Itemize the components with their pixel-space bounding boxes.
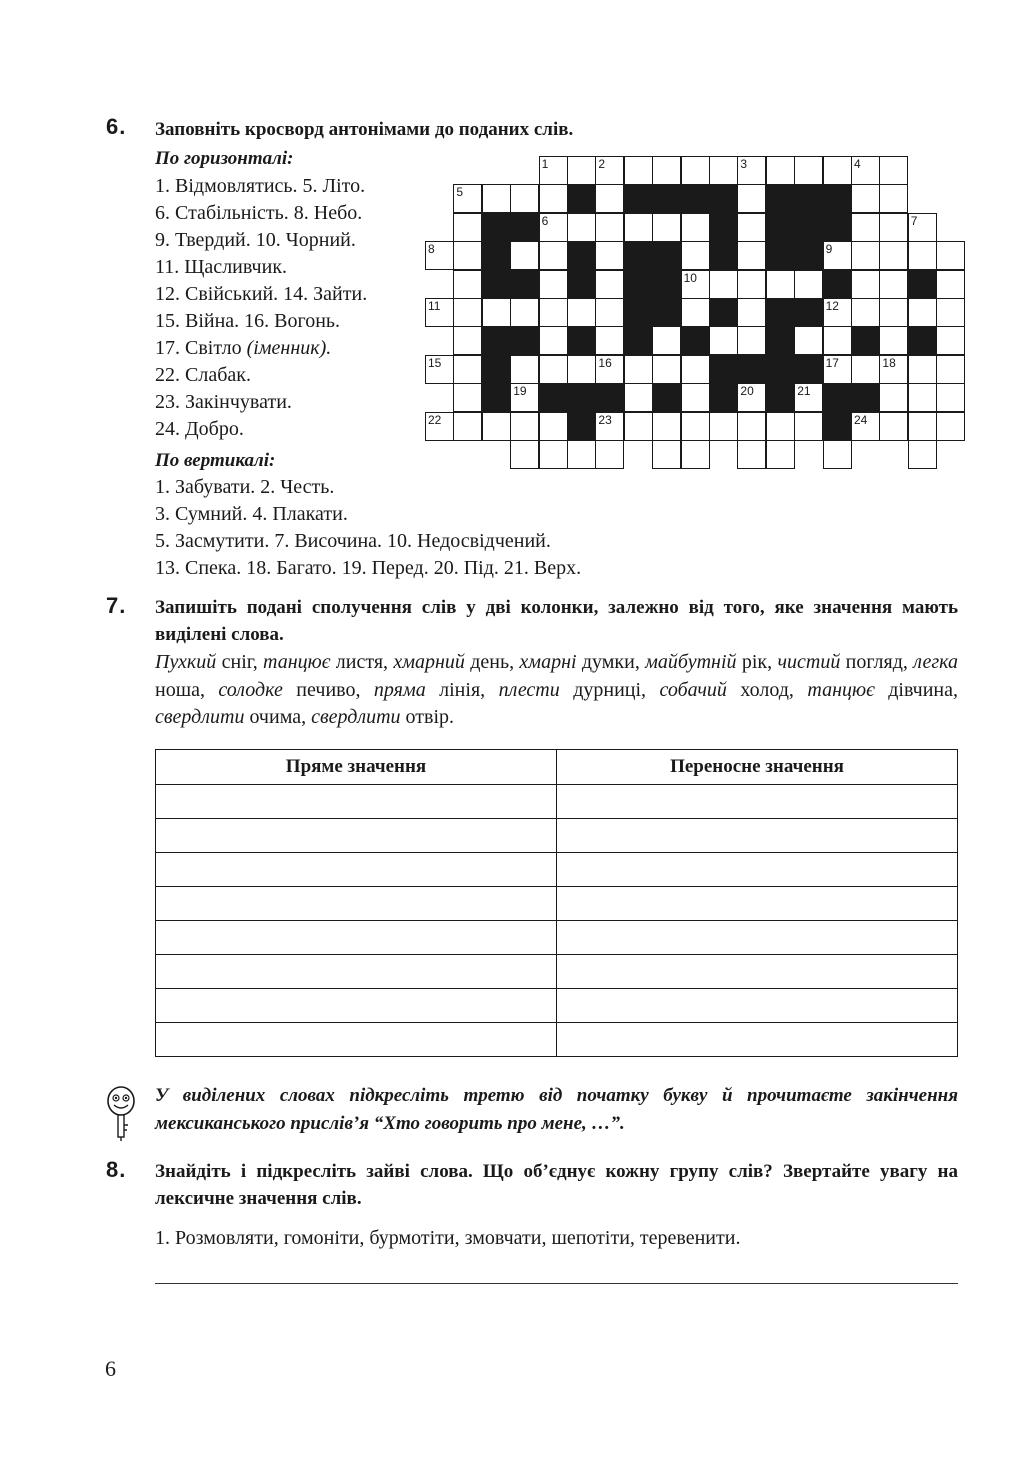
crossword-cell[interactable] [453, 241, 482, 270]
crossword-clue-number: 18 [882, 355, 896, 370]
page-number: 6 [105, 1356, 116, 1381]
crossword-block [823, 383, 852, 412]
v-clue: 13. Спека. 18. Багато. 19. Перед. 20. Під. 21. Верх. [155, 557, 582, 579]
crossword-clue-number: 6 [541, 213, 549, 228]
crossword-block [624, 298, 653, 327]
crossword-cell[interactable] [794, 326, 823, 355]
highlighted-word: Пухкий [155, 651, 217, 673]
crossword-cell[interactable] [539, 270, 568, 299]
crossword-cell[interactable] [567, 355, 596, 384]
crossword-cell[interactable] [794, 270, 823, 299]
crossword-block [567, 412, 596, 441]
crossword-cell[interactable] [851, 355, 880, 384]
direct-meaning-cell[interactable] [156, 785, 557, 819]
crossword-cell[interactable] [737, 412, 766, 441]
crossword-cell[interactable] [453, 298, 482, 327]
highlighted-word: легка [913, 651, 958, 673]
crossword-clue-number: 3 [740, 157, 748, 171]
crossword-cell[interactable] [737, 270, 766, 299]
table-row [156, 887, 958, 921]
crossword-cell[interactable] [482, 298, 511, 327]
crossword-cell[interactable] [737, 184, 766, 213]
crossword-clue-number: 16 [598, 355, 612, 370]
phrase-rest: рік, [736, 651, 778, 673]
task-8-item-1: 1. Розмовляти, гомоніти, бурмотіти, змовчати, шепотіти, теревенити. [155, 1227, 741, 1249]
crossword-cell[interactable] [823, 298, 852, 327]
crossword-cell[interactable] [908, 241, 937, 270]
crossword-block [652, 241, 681, 270]
crossword-cell[interactable] [539, 241, 568, 270]
task-6-number: 6. [106, 114, 127, 139]
highlighted-word: танцює [807, 678, 875, 701]
crossword-clue-number: 9 [825, 242, 833, 257]
crossword-cell[interactable] [879, 184, 908, 213]
crossword-cell[interactable] [936, 241, 965, 270]
crossword-cell[interactable] [737, 383, 766, 412]
crossword-clue-number: 12 [825, 299, 839, 313]
crossword-clue-number: 20 [740, 384, 754, 399]
key-character-icon [104, 1085, 138, 1143]
crossword-block [823, 213, 852, 242]
crossword-cell[interactable] [425, 355, 454, 384]
crossword-cell[interactable] [425, 298, 454, 327]
phrase-rest: погляд, [840, 651, 914, 673]
crossword-block [794, 298, 823, 327]
crossword-clue-number: 4 [854, 157, 861, 171]
crossword-block [709, 184, 738, 213]
crossword-cell[interactable] [908, 383, 937, 412]
phrase-rest: ноша, [155, 651, 963, 701]
crossword-cell[interactable] [737, 298, 766, 327]
crossword-cell[interactable] [908, 213, 937, 242]
crossword-cell[interactable] [681, 241, 710, 270]
crossword-block [766, 213, 795, 242]
crossword-cell[interactable] [425, 241, 454, 270]
crossword-cell[interactable] [681, 270, 710, 299]
phrase-rest: день, [464, 651, 520, 673]
phrase-rest: отвір. [400, 706, 455, 728]
crossword-clue-number: 15 [428, 355, 442, 370]
figurative-meaning-cell[interactable] [557, 1023, 958, 1057]
h-clue: 11. Щасливчик. [155, 256, 288, 278]
crossword-cell[interactable] [709, 326, 738, 355]
crossword-cell[interactable] [681, 298, 710, 327]
table-row [156, 989, 958, 1023]
crossword-cell[interactable] [823, 355, 852, 384]
h-clue: 9. Твердий. 10. Чорний. [155, 229, 356, 251]
crossword-cell[interactable] [709, 156, 738, 185]
crossword-cell[interactable] [624, 213, 653, 242]
crossword-cell[interactable] [936, 326, 965, 355]
crossword-clue-number: 8 [428, 242, 435, 257]
crossword-cell[interactable] [595, 270, 624, 299]
crossword-cell[interactable] [595, 326, 624, 355]
direct-meaning-cell[interactable] [156, 921, 557, 955]
crossword-cell[interactable] [823, 440, 852, 469]
crossword-cell[interactable] [453, 213, 482, 242]
crossword-clue-number: 14 [683, 327, 697, 342]
crossword-block [624, 241, 653, 270]
crossword-cell[interactable] [737, 440, 766, 469]
phrase-rest: очима, [244, 706, 312, 728]
crossword-block [624, 184, 653, 213]
crossword-cell[interactable] [539, 156, 568, 185]
highlighted-word: свердлити [155, 706, 245, 728]
crossword-clue-number: 17 [825, 355, 839, 370]
crossword-cell[interactable] [595, 412, 624, 441]
crossword-block [567, 270, 596, 299]
crossword-cell[interactable] [879, 156, 908, 185]
crossword-block [766, 326, 795, 355]
crossword-cell[interactable] [823, 326, 852, 355]
crossword-cell[interactable] [652, 440, 681, 469]
figurative-meaning-cell[interactable] [557, 785, 958, 819]
h-clue-17-note: (іменник). [246, 337, 332, 359]
column-header-direct: Пряме значення [156, 750, 557, 785]
crossword-cell[interactable] [681, 412, 710, 441]
crossword-cell[interactable] [794, 412, 823, 441]
crossword-cell[interactable] [851, 412, 880, 441]
crossword-block [794, 241, 823, 270]
crossword-block [766, 241, 795, 270]
crossword-clue-number: 24 [854, 412, 868, 427]
crossword-block [709, 355, 738, 384]
highlighted-word: чистий [777, 651, 841, 673]
phrase-rest: холод, [726, 678, 808, 701]
crossword-block [624, 270, 653, 299]
crossword-cell[interactable] [539, 298, 568, 327]
crossword-cell[interactable] [766, 270, 795, 299]
figurative-meaning-cell[interactable] [557, 887, 958, 921]
crossword-cell[interactable] [908, 412, 937, 441]
direct-meaning-cell[interactable] [156, 853, 557, 887]
crossword-block [766, 298, 795, 327]
table-row [156, 921, 958, 955]
crossword-cell[interactable] [595, 241, 624, 270]
direct-meaning-cell[interactable] [156, 1023, 557, 1057]
crossword-cell[interactable] [879, 383, 908, 412]
crossword-cell[interactable] [425, 412, 454, 441]
crossword-cell[interactable] [595, 184, 624, 213]
crossword-cell[interactable] [851, 270, 880, 299]
crossword-cell[interactable] [936, 270, 965, 299]
crossword-block [823, 184, 852, 213]
crossword-cell[interactable] [510, 184, 539, 213]
crossword-cell[interactable] [624, 156, 653, 185]
phrase-rest: лінія, [425, 678, 499, 701]
task-6-instruction: Заповніть кросворд антонімами до поданих слів. [155, 119, 574, 140]
crossword-block [510, 326, 539, 355]
crossword-cell[interactable] [510, 440, 539, 469]
crossword-cell[interactable] [681, 383, 710, 412]
crossword-block [539, 383, 568, 412]
figurative-meaning-cell[interactable] [557, 819, 958, 853]
crossword-cell[interactable] [453, 412, 482, 441]
crossword-cell[interactable] [595, 156, 624, 185]
crossword-block [567, 326, 596, 355]
crossword-block [510, 213, 539, 242]
highlighted-word: плести [498, 678, 560, 701]
crossword-cell[interactable] [737, 326, 766, 355]
crossword-cell[interactable] [936, 412, 965, 441]
crossword-cell[interactable] [652, 326, 681, 355]
crossword-cell[interactable] [851, 156, 880, 185]
crossword-cell[interactable] [879, 241, 908, 270]
highlighted-word: пряма [373, 678, 426, 701]
h-clue: 24. Добро. [155, 418, 244, 440]
crossword-cell[interactable] [539, 213, 568, 242]
crossword-cell[interactable] [851, 298, 880, 327]
table-row [156, 819, 958, 853]
crossword-block [482, 213, 511, 242]
crossword-cell[interactable] [681, 213, 710, 242]
crossword-cell[interactable] [652, 412, 681, 441]
crossword-block [482, 326, 511, 355]
crossword-cell[interactable] [510, 298, 539, 327]
highlighted-word: хмарний [393, 651, 465, 673]
highlighted-word: танцює [263, 651, 331, 673]
crossword-cell[interactable] [453, 383, 482, 412]
crossword-cell[interactable] [737, 156, 766, 185]
crossword-cell[interactable] [453, 326, 482, 355]
crossword-cell[interactable] [737, 241, 766, 270]
crossword-block [823, 270, 852, 299]
task-7-instruction: Запишіть подані сполучення слів у дві колонки, залежно від того, яке значення мають виділені слова. [155, 597, 958, 645]
phrase-rest: думки, [576, 651, 646, 673]
highlighted-word: свердлити [311, 706, 401, 728]
crossword-cell[interactable] [595, 213, 624, 242]
crossword-cell[interactable] [539, 326, 568, 355]
table-row [156, 955, 958, 989]
answer-table [155, 749, 958, 1057]
crossword-cell[interactable] [595, 298, 624, 327]
figurative-meaning-cell[interactable] [557, 853, 958, 887]
crossword-cell[interactable] [766, 440, 795, 469]
crossword-block [482, 355, 511, 384]
crossword-cell[interactable] [652, 355, 681, 384]
crossword-block [851, 383, 880, 412]
direct-meaning-cell[interactable] [156, 955, 557, 989]
crossword-cell[interactable] [453, 270, 482, 299]
crossword-cell[interactable] [567, 440, 596, 469]
crossword-cell[interactable] [879, 326, 908, 355]
crossword-cell[interactable] [567, 156, 596, 185]
crossword-block [681, 184, 710, 213]
vertical-title: По вертикалі: [155, 450, 276, 471]
crossword-cell[interactable] [794, 156, 823, 185]
crossword-clue-number: 1 [541, 157, 549, 171]
crossword-cell[interactable] [823, 156, 852, 185]
crossword-block [652, 298, 681, 327]
horizontal-title: По горизонталі: [155, 148, 294, 169]
crossword-cell[interactable] [681, 355, 710, 384]
h-clue: 6. Стабільність. 8. Небо. [155, 202, 363, 224]
crossword-cell[interactable] [879, 298, 908, 327]
crossword-clue-number: 5 [456, 185, 464, 200]
crossword-block [652, 270, 681, 299]
highlighted-word: хмарні [519, 651, 577, 673]
phrase-rest: дурниці, [559, 678, 660, 701]
task-8-instruction: Знайдіть і підкресліть зайві слова. Що об’єднує кожну групу слів? Звертайте увагу на лексичне значення слів. [155, 1161, 958, 1209]
crossword-cell[interactable] [737, 213, 766, 242]
crossword-cell[interactable] [879, 213, 908, 242]
crossword-block [908, 326, 937, 355]
figurative-meaning-cell[interactable] [557, 989, 958, 1023]
crossword-cell[interactable] [482, 412, 511, 441]
h-clue: 15. Війна. 16. Вогонь. [155, 310, 341, 332]
crossword-cell[interactable] [823, 241, 852, 270]
crossword-cell[interactable] [908, 298, 937, 327]
figurative-meaning-cell[interactable] [557, 921, 958, 955]
crossword-block [709, 213, 738, 242]
crossword-block [737, 355, 766, 384]
crossword-block [482, 241, 511, 270]
h-clue: 23. Закінчувати. [155, 391, 292, 413]
crossword-cell[interactable] [681, 440, 710, 469]
h-clue: 1. Відмовлятись. 5. Літо. [155, 175, 366, 197]
h-clue [155, 337, 331, 360]
crossword-cell[interactable] [851, 213, 880, 242]
crossword-cell[interactable] [851, 241, 880, 270]
crossword-clue-number: 2 [598, 157, 606, 171]
crossword-clue-number: 19 [513, 384, 527, 399]
crossword-cell[interactable] [879, 355, 908, 384]
crossword-cell[interactable] [510, 383, 539, 412]
crossword-block [652, 184, 681, 213]
crossword-cell[interactable] [794, 383, 823, 412]
crossword-block [766, 383, 795, 412]
crossword-cell[interactable] [624, 355, 653, 384]
crossword-block [567, 184, 596, 213]
answer-line [155, 1283, 958, 1284]
h-clue: 12. Свійський. 14. Зайти. [155, 283, 368, 305]
task-8-number: 8. [106, 1157, 127, 1182]
crossword-cell[interactable] [624, 412, 653, 441]
crossword-block [908, 270, 937, 299]
crossword-cell[interactable] [652, 213, 681, 242]
v-clue: 3. Сумний. 4. Плакати. [155, 503, 348, 525]
crossword-block [482, 383, 511, 412]
crossword-cell[interactable] [766, 156, 795, 185]
crossword-clue-number: 21 [797, 384, 811, 399]
crossword-cell[interactable] [510, 412, 539, 441]
crossword-cell[interactable] [539, 355, 568, 384]
task-7-phrases [155, 649, 964, 732]
crossword-clue-number: 23 [598, 412, 612, 427]
column-header-figurative: Переносне значення [557, 750, 958, 785]
figurative-meaning-cell[interactable] [557, 955, 958, 989]
crossword-cell[interactable] [510, 241, 539, 270]
crossword-clue-number: 22 [428, 412, 442, 427]
crossword-block [823, 412, 852, 441]
crossword-cell[interactable] [539, 440, 568, 469]
crossword-cell[interactable] [539, 412, 568, 441]
task-7-note: У виділених словах підкресліть третю від початку букву й прочитаєте закінчення мексиканського прислів’я “Хто говорить про мене, …”. [155, 1085, 958, 1134]
highlighted-word: майбутній [645, 651, 737, 673]
crossword-cell[interactable] [766, 412, 795, 441]
crossword-cell[interactable] [709, 412, 738, 441]
crossword-block [567, 241, 596, 270]
crossword-cell[interactable] [908, 440, 937, 469]
crossword-block [482, 270, 511, 299]
crossword-cell[interactable] [595, 355, 624, 384]
crossword-block [794, 213, 823, 242]
crossword-cell[interactable] [936, 383, 965, 412]
crossword-block [709, 298, 738, 327]
crossword-cell[interactable] [453, 184, 482, 213]
table-row [156, 853, 958, 887]
crossword-cell[interactable] [539, 184, 568, 213]
crossword-block [510, 270, 539, 299]
direct-meaning-cell[interactable] [156, 989, 557, 1023]
crossword-clue-number: 11 [428, 299, 441, 313]
crossword-clue-number: 7 [910, 213, 918, 228]
crossword-cell[interactable] [567, 213, 596, 242]
crossword-cell[interactable] [567, 298, 596, 327]
crossword-clue-number: 13 [626, 327, 641, 342]
crossword-cell[interactable] [595, 440, 624, 469]
direct-meaning-cell[interactable] [156, 819, 557, 853]
crossword-block [567, 383, 596, 412]
crossword-cell[interactable] [453, 355, 482, 384]
crossword-block [709, 383, 738, 412]
crossword-block [709, 241, 738, 270]
v-clue: 1. Забувати. 2. Честь. [155, 476, 335, 498]
crossword-cell[interactable] [936, 298, 965, 327]
crossword-cell[interactable] [624, 383, 653, 412]
phrase-rest: сніг, [216, 651, 264, 673]
crossword-cell[interactable] [709, 270, 738, 299]
v-clue: 5. Засмутити. 7. Височина. 10. Недосвідчений. [155, 530, 551, 552]
crossword-block [794, 355, 823, 384]
crossword-cell[interactable] [482, 184, 511, 213]
table-row [156, 1023, 958, 1057]
crossword-block [766, 184, 795, 213]
crossword-cell[interactable] [851, 184, 880, 213]
phrase-rest: дівчина, [874, 678, 964, 701]
phrase-rest: печиво, [282, 678, 374, 701]
crossword-cell[interactable] [879, 412, 908, 441]
crossword-cell[interactable] [652, 156, 681, 185]
crossword-block [794, 184, 823, 213]
crossword-block [595, 383, 624, 412]
highlighted-word: собачий [659, 678, 727, 701]
crossword-cell[interactable] [879, 270, 908, 299]
task-7-number: 7. [106, 593, 127, 618]
crossword-cell[interactable] [908, 355, 937, 384]
crossword-cell[interactable] [681, 156, 710, 185]
crossword-block [851, 326, 880, 355]
crossword-cell[interactable] [936, 355, 965, 384]
crossword-block [681, 326, 710, 355]
direct-meaning-cell[interactable] [156, 887, 557, 921]
highlighted-word: солодке [218, 678, 283, 701]
crossword-clue-number: 10 [683, 270, 697, 285]
h-clue-17: 17. Світло [155, 337, 242, 359]
crossword-block [766, 355, 795, 384]
table-row [156, 785, 958, 819]
crossword-block [652, 383, 681, 412]
phrase-rest: листя, [330, 651, 394, 673]
h-clue: 22. Слабак. [155, 364, 251, 386]
crossword-cell[interactable] [510, 355, 539, 384]
crossword-block [624, 326, 653, 355]
